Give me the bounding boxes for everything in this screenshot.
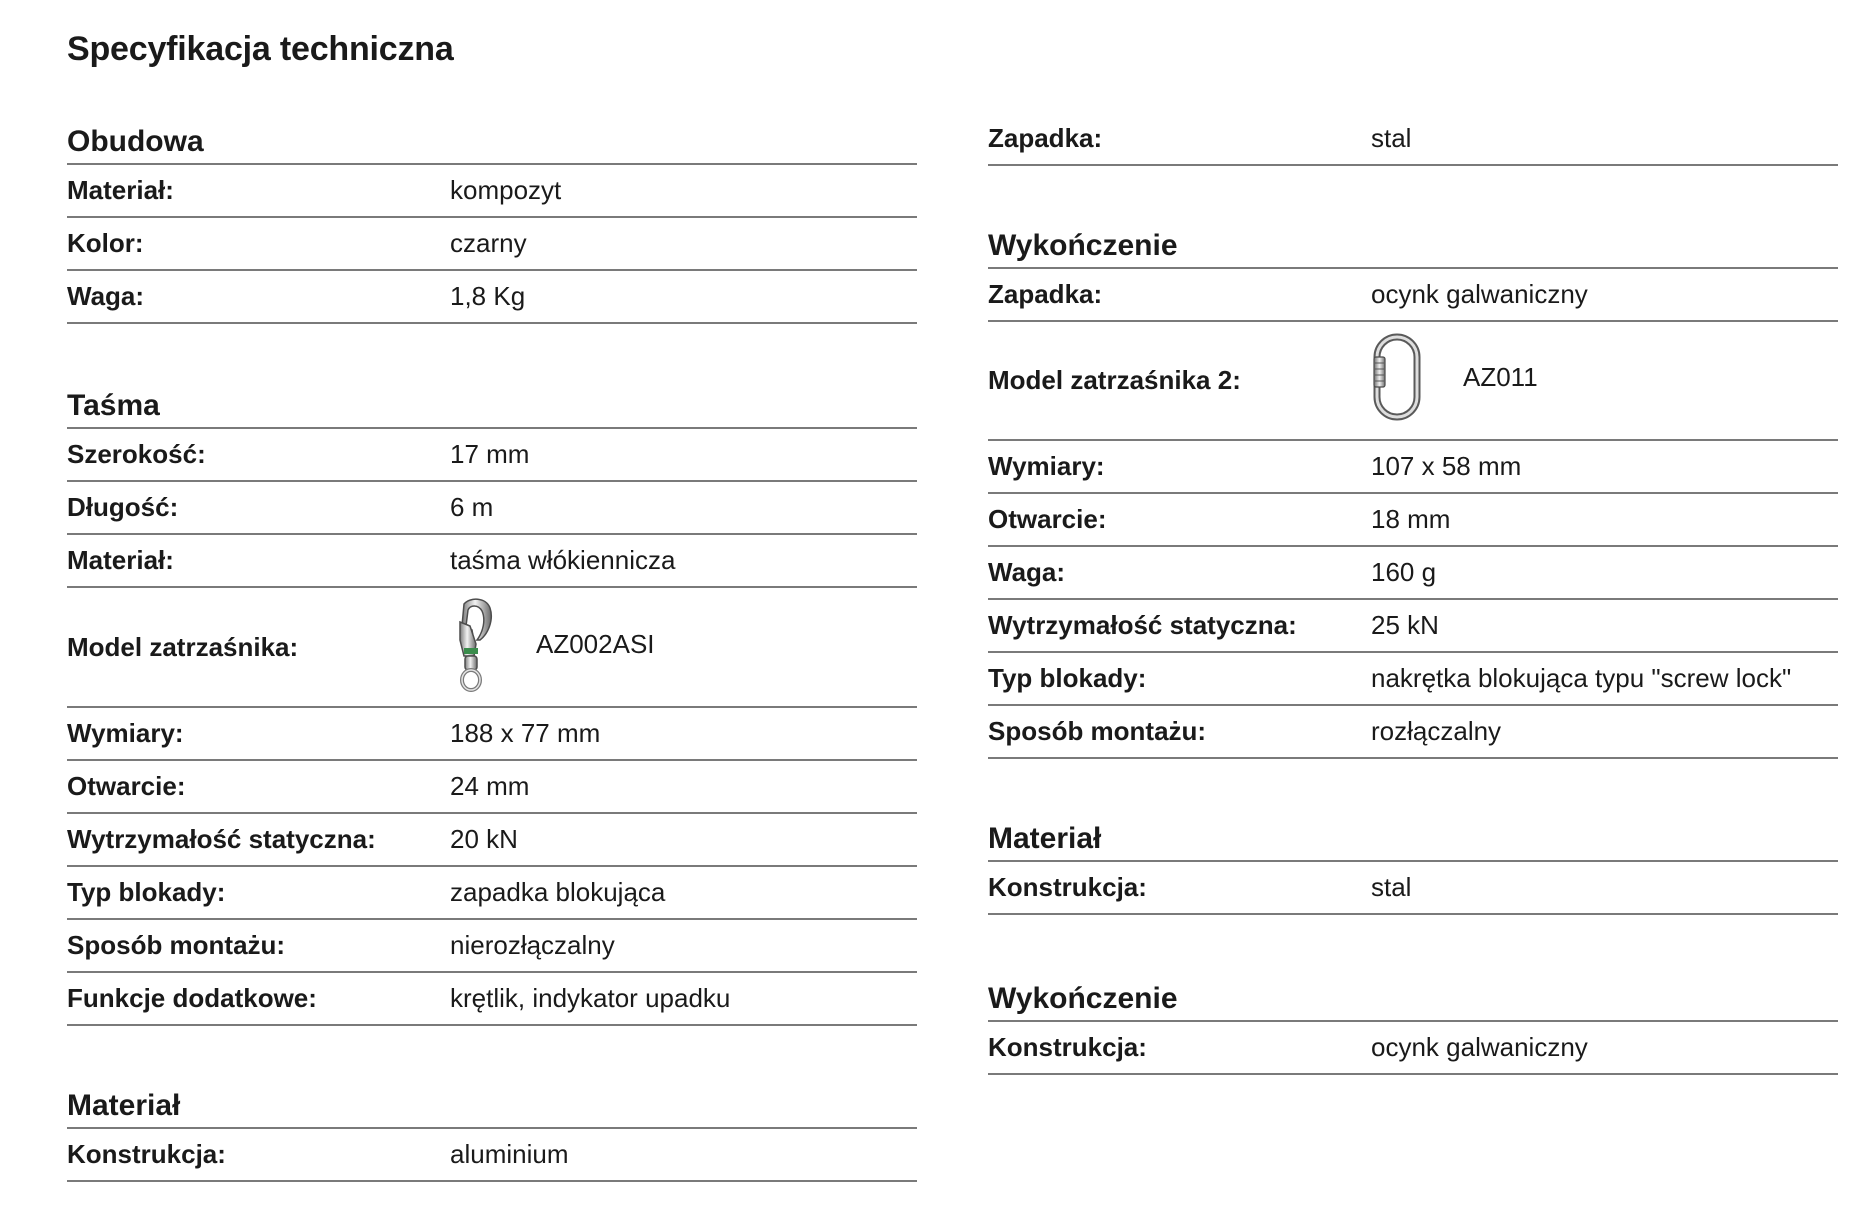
spec-row — [67, 708, 917, 761]
spec-value: ocynk galwaniczny — [1371, 279, 1588, 309]
section-title: Obudowa — [67, 118, 917, 165]
oval-carabiner-svg — [1371, 333, 1423, 421]
spec-label: Kolor: — [67, 228, 144, 258]
spec-value: stal — [1371, 872, 1412, 902]
spec-row — [988, 441, 1838, 494]
section-material — [67, 1082, 917, 1182]
spec-label: Konstrukcja: — [988, 1032, 1147, 1062]
spec-label: Konstrukcja: — [67, 1139, 226, 1169]
section-wykonczenie-2 — [988, 975, 1838, 1075]
model-code: AZ002ASI — [536, 628, 655, 659]
model-code: AZ011 — [1463, 362, 1538, 392]
spec-value: 18 mm — [1371, 504, 1451, 534]
spec-row — [988, 862, 1838, 915]
spec-label: Materiał: — [67, 175, 174, 205]
spec-value: stal — [1371, 123, 1412, 153]
spec-row — [67, 814, 917, 867]
spec-label: Waga: — [67, 281, 145, 311]
spec-label: Wymiary: — [67, 718, 184, 748]
spec-label: Wytrzymałość statyczna: — [67, 824, 376, 854]
spec-row — [988, 113, 1838, 166]
spec-row — [988, 494, 1838, 547]
spec-value: aluminium — [450, 1139, 569, 1169]
spec-label: Konstrukcja: — [988, 872, 1147, 902]
spec-label: Waga: — [988, 557, 1066, 587]
spec-value: nakrętka blokująca typu "screw lock" — [1371, 663, 1792, 693]
spec-label: Otwarcie: — [67, 771, 186, 801]
spec-label: Otwarcie: — [988, 504, 1107, 534]
section-title: Taśma — [67, 382, 917, 429]
spec-row — [67, 867, 917, 920]
spec-value: czarny — [450, 228, 527, 258]
spec-row — [67, 271, 917, 324]
spec-row — [67, 165, 917, 218]
spec-value: 160 g — [1371, 557, 1437, 587]
spec-row — [67, 429, 917, 482]
spec-value: ocynk galwaniczny — [1371, 1032, 1588, 1062]
spec-label: Funkcje dodatkowe: — [67, 983, 317, 1013]
spec-value: taśma włókiennicza — [450, 545, 676, 575]
spec-label: Długość: — [67, 492, 179, 522]
spec-value: 24 mm — [450, 771, 530, 801]
spec-label: Wymiary: — [988, 451, 1105, 481]
page-title: Specyfikacja techniczna — [67, 30, 454, 68]
section-wykonczenie — [988, 222, 1838, 759]
spec-row — [67, 973, 917, 1026]
section-title: Materiał — [988, 815, 1838, 862]
spec-value: 6 m — [450, 492, 494, 522]
spec-value: 20 kN — [450, 824, 518, 854]
spec-row — [67, 588, 917, 708]
section-zapadka — [988, 113, 1838, 166]
spec-label: Materiał: — [67, 545, 174, 575]
spec-row — [988, 706, 1838, 759]
spec-label: Sposób montażu: — [67, 930, 286, 960]
spec-row — [988, 600, 1838, 653]
spec-label: Model zatrzaśnika: — [67, 631, 299, 662]
section-material — [988, 815, 1838, 915]
spec-label: Typ blokady: — [988, 663, 1147, 693]
spec-value: zapadka blokująca — [450, 877, 666, 907]
spec-label: Zapadka: — [988, 123, 1103, 153]
spec-label: Model zatrzaśnika 2: — [988, 365, 1241, 395]
section-title: Wykończenie — [988, 975, 1838, 1022]
spec-row — [67, 1129, 917, 1182]
spec-row — [67, 218, 917, 271]
spec-value: 17 mm — [450, 439, 530, 469]
section-title: Materiał — [67, 1082, 917, 1129]
snap-hook-icon — [450, 596, 496, 699]
spec-value: krętlik, indykator upadku — [450, 983, 731, 1013]
spec-value: 188 x 77 mm — [450, 718, 601, 748]
spec-value: rozłączalny — [1371, 716, 1502, 746]
spec-value: kompozyt — [450, 175, 562, 205]
spec-row — [988, 653, 1838, 706]
spec-value — [450, 588, 655, 706]
spec-value: 107 x 58 mm — [1371, 451, 1522, 481]
snap-hook-svg — [450, 596, 496, 692]
spec-row — [67, 920, 917, 973]
spec-row — [67, 482, 917, 535]
spec-value: 25 kN — [1371, 610, 1439, 640]
spec-row — [988, 1022, 1838, 1075]
oval-carabiner-icon — [1371, 333, 1423, 428]
spec-row — [988, 269, 1838, 322]
section-obudowa — [67, 118, 917, 324]
spec-value — [1371, 322, 1538, 439]
spec-value: 1,8 Kg — [450, 281, 526, 311]
spec-row — [988, 547, 1838, 600]
spec-value: nierozłączalny — [450, 930, 615, 960]
spec-label: Wytrzymałość statyczna: — [988, 610, 1297, 640]
spec-label: Zapadka: — [988, 279, 1103, 309]
spec-label: Sposób montażu: — [988, 716, 1207, 746]
spec-label: Typ blokady: — [67, 877, 226, 907]
spec-row — [67, 761, 917, 814]
section-tasma — [67, 382, 917, 1026]
spec-row — [988, 322, 1838, 441]
spec-row — [67, 535, 917, 588]
spec-label: Szerokość: — [67, 439, 206, 469]
section-title: Wykończenie — [988, 222, 1838, 269]
